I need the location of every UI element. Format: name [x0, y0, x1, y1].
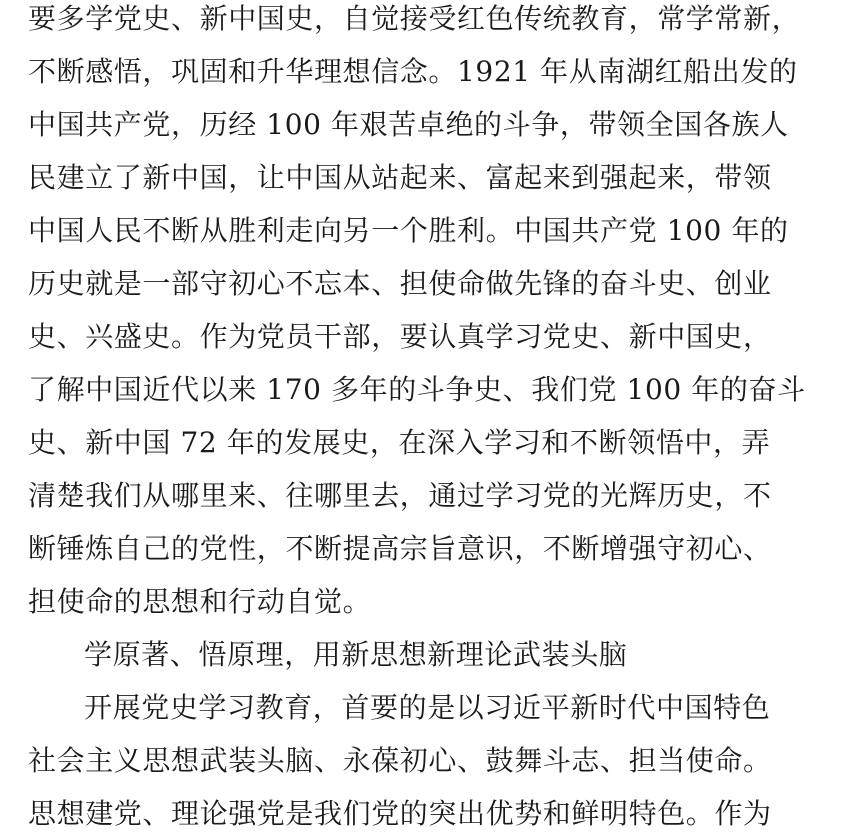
text-line: 中国共产党，历经 100 年艰苦卓绝的斗争，带领全国各族人: [28, 108, 789, 141]
text-line: 担使命的思想和行动自觉。: [28, 585, 372, 618]
text-line: 思想建党、理论强党是我们党的突出优势和鲜明特色。作为: [28, 797, 772, 830]
text-line: 史、兴盛史。作为党员干部，要认真学习党史、新中国史，: [28, 320, 772, 353]
text-line: 民建立了新中国，让中国从站起来、富起来到强起来，带领: [28, 161, 772, 194]
text-line: 不断感悟，巩固和升华理想信念。1921 年从南湖红船出发的: [28, 55, 798, 88]
text-line: 了解中国近代以来 170 多年的斗争史、我们党 100 年的奋斗: [28, 373, 806, 406]
text-line: 清楚我们从哪里来、往哪里去，通过学习党的光辉历史，不: [28, 479, 772, 512]
section-heading: 学原著、悟原理，用新思想新理论武装头脑: [84, 638, 628, 671]
text-line: 中国人民不断从胜利走向另一个胜利。中国共产党 100 年的: [28, 214, 789, 247]
text-line: 社会主义思想武装头脑、永葆初心、鼓舞斗志、担当使命。: [28, 744, 772, 777]
text-line: 开展党史学习教育，首要的是以习近平新时代中国特色: [84, 691, 771, 724]
text-line: 历史就是一部守初心不忘本、担使命做先锋的奋斗史、创业: [28, 267, 772, 300]
text-line: 断锤炼自己的党性，不断提高宗旨意识，不断增强守初心、: [28, 532, 772, 565]
text-line: 要多学党史、新中国史，自觉接受红色传统教育，常学常新，: [28, 2, 801, 35]
text-line: 史、新中国 72 年的发展史，在深入学习和不断领悟中，弄: [28, 426, 771, 459]
